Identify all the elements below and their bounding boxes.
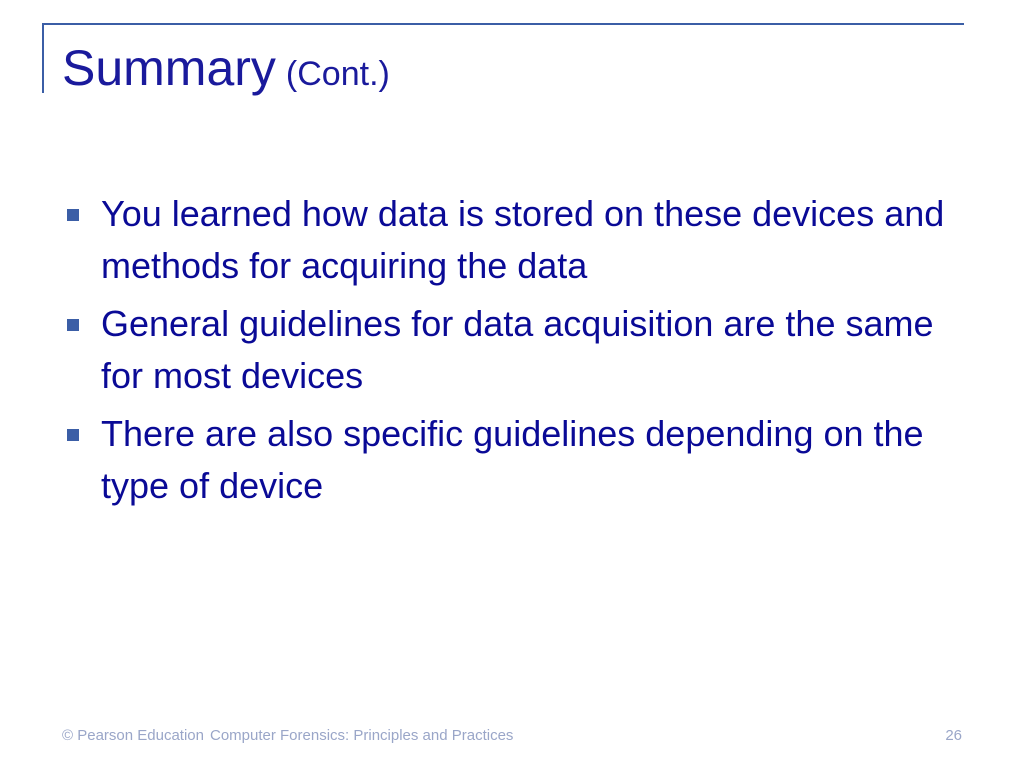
page-number: 26 [945,727,962,744]
square-bullet-icon [67,429,79,441]
bullet-item [62,188,962,292]
square-bullet-icon [67,209,79,221]
title-frame-top-rule [42,23,964,25]
bullet-item [62,298,962,402]
footer [62,727,513,745]
slide-title-main: Summary [62,40,276,96]
bullet-text: General guidelines for data acquisition are the same for most devices [101,303,934,396]
bullet-text: You learned how data is stored on these devices and methods for acquiring the data [101,193,945,286]
footer-copyright: © Pearson Education [62,727,204,744]
square-bullet-icon [67,319,79,331]
bullet-item [62,408,962,512]
bullet-list [62,188,962,518]
slide-title-sub: (Cont.) [285,55,390,93]
slide-title [62,36,390,106]
bullet-text: There are also specific guidelines depending on the type of device [101,413,924,506]
title-frame-left-rule [42,23,44,93]
footer-course-title: Computer Forensics: Principles and Practices [209,727,514,744]
